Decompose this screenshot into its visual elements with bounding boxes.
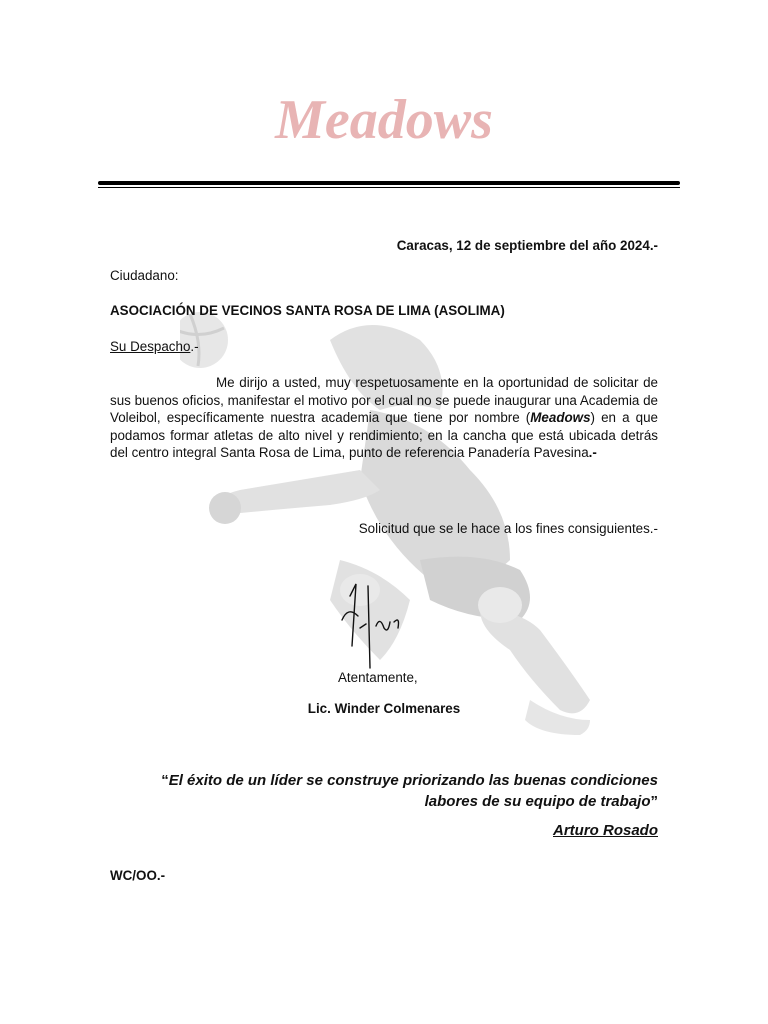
despacho-suffix: .- <box>190 339 199 354</box>
handwritten-signature <box>330 576 410 672</box>
quote-line-2 <box>161 791 658 812</box>
letter-body <box>110 374 658 462</box>
quote-block <box>161 770 658 812</box>
quote-close-mark: ” <box>650 793 658 810</box>
signer-name: Lic. Winder Colmenares <box>307 701 461 716</box>
body-part2: ) en a que podamos formar atletas de alto nivel y rendimiento; en la cancha que está ubicada detrás del centro integral Santa Rosa de Lima, punto de referencia Panadería Pavesina <box>110 410 658 460</box>
despacho-line <box>110 339 199 354</box>
quote-open-mark: “ <box>161 772 169 789</box>
quote-line-1 <box>161 770 658 791</box>
letterhead-brand: Meadows <box>275 89 493 151</box>
closing-line: Solicitud que se le hace a los fines consiguientes.- <box>358 521 658 536</box>
addressee: ASOCIACIÓN DE VECINOS SANTA ROSA DE LIMA (ASOLIMA) <box>110 303 505 318</box>
letterhead-divider <box>98 181 680 190</box>
quote-line-1-text: El éxito de un líder se construye priorizando las buenas condiciones <box>168 772 658 789</box>
reference-initials: WC/OO.- <box>110 868 166 883</box>
divider-thin-line <box>98 187 680 188</box>
salutation: Ciudadano: <box>110 268 179 283</box>
divider-thick-line <box>98 181 680 185</box>
sign-off: Atentamente, <box>338 670 418 685</box>
body-part1: Me dirijo a usted, muy respetuosamente en la oportunidad de solicitar de sus buenos oficios, manifestar el motivo por el cual no se puede inaugurar una Academia de Voleibol, específicamente nuestra academia que tiene por nombre ( <box>110 375 658 425</box>
date-line: Caracas, 12 de septiembre del año 2024.- <box>396 238 658 253</box>
quote-author: Arturo Rosado <box>553 822 658 839</box>
despacho-text: Su Despacho <box>110 339 191 354</box>
academy-name: Meadows <box>530 410 591 425</box>
body-ending: .- <box>588 445 597 460</box>
quote-line-2-text: labores de su equipo de trabajo <box>424 793 651 810</box>
